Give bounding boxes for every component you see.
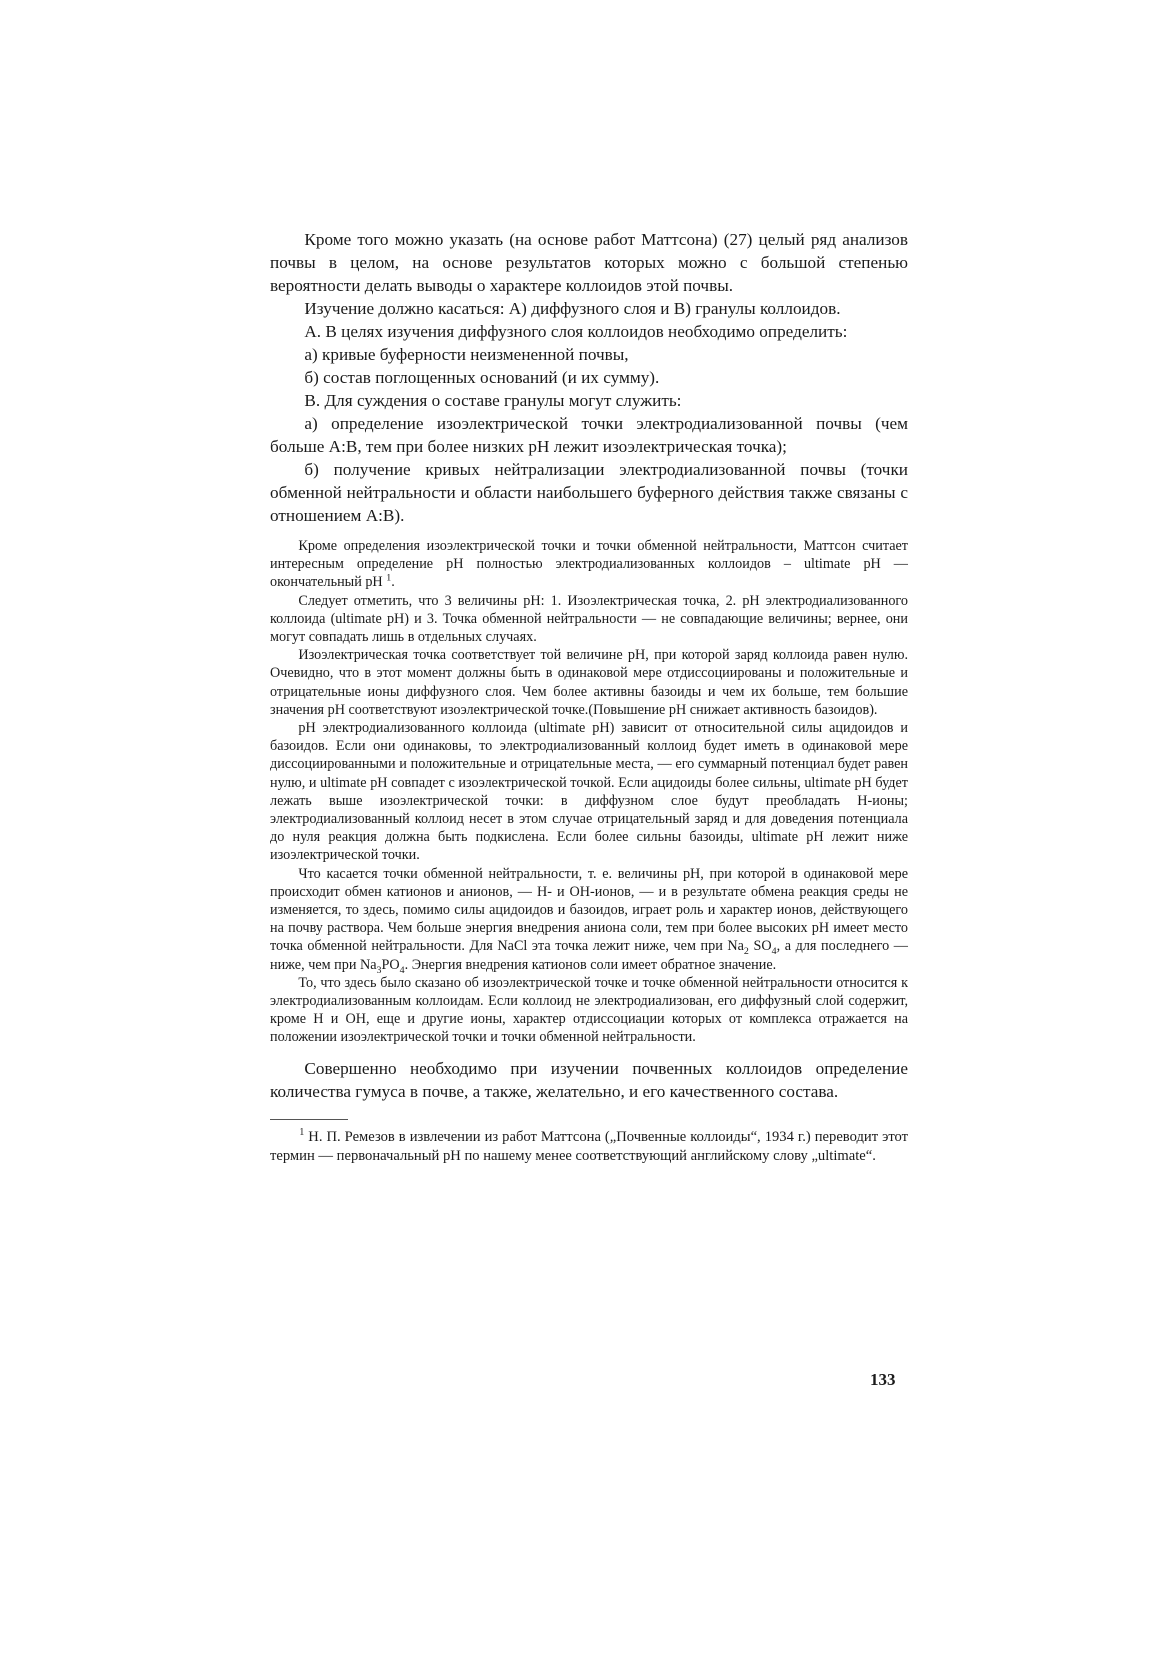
exchange-neutrality-text-a: Что касается точки обменной нейтральности, т. е. величины рН, при которой в одинаковой мере происходит обмен катионов и анионов, — Н- и ОН-ионов, — и в результате обмена реакция среды не изменяется, то здесь, помимо силы ацидоидов и базоидов, играет роль и характер ионов, действующего на почву раствора. Чем больше энергия внедрения аниона соли, тем при более высоких рН имеет место точка обменной нейтральности. Для NaCl эта точка лежит ниже, чем при bbox=[270, 865, 908, 955]
page-number: 133 bbox=[870, 1370, 896, 1389]
exchange-neutrality-text-b: , а для последнего — ниже, чем при bbox=[270, 938, 908, 973]
paragraph-section-a: А. В целях изучения диффузного слоя коллоидов необходимо определить: bbox=[304, 322, 848, 341]
formula-na2so4: $Na_2$ $SO_4$ bbox=[727, 938, 777, 958]
footnote-text: Н. П. Ремезов в извлечении из работ Маттсона („Почвенные коллоиды“, 1934 г.) переводит этот термин — первоначальный рН по нашему менее соответствующий английскому слову „ultimate“. bbox=[270, 1128, 908, 1164]
page-body bbox=[270, 228, 908, 1166]
paragraph-study-scope: Изучение должно касаться: А) диффузного слоя и В) гранулы коллоидов. bbox=[304, 299, 841, 318]
footnote-divider bbox=[270, 1119, 348, 1120]
paragraph-humus: Совершенно необходимо при изучении почвенных коллоидов определение количества гумуса в почве, а также, желательно, и его качественного состава. bbox=[270, 1058, 908, 1101]
small-paragraph-non-dialyzed: То, что здесь было сказано об изоэлектрической точке и точке обменной нейтральности относится к электродиализованным коллоидам. Если коллоид не электродиализован, его диффузный слой содержит, кроме Н и ОН, еще и другие ионы, характер отдиссоциации которых от комплекса отражается на положении изоэлектрической точки и точки обменной нейтральности. bbox=[270, 974, 908, 1046]
paragraph-intro: Кроме того можно указать (на основе работ Маттсона) (27) целый ряд анализов почвы в целом, на основе результатов которых можно с большой степенью вероятности делать выводы о характере коллоидов этой почвы. bbox=[270, 230, 908, 295]
small-paragraph-isoelectric-point: Изоэлектрическая точка соответствует той величине рН, при которой заряд коллоида равен нулю. Очевидно, что в этот момент должны быть в одинаковой мере отдиссоциированы и положительные и отрицательные ионы диффузного слоя. Чем более активны базоиды и чем их больше, тем большие значения рН соответствуют изоэлектрической точке.(Повышение рН снижает активность базоидов). bbox=[270, 647, 908, 718]
list-item-a-b: б) состав поглощенных оснований (и их сумму). bbox=[304, 368, 660, 387]
paragraph-section-b: В. Для суждения о составе гранулы могут служить: bbox=[304, 391, 682, 410]
small-paragraph-ultimate-ph bbox=[270, 537, 908, 592]
footnote-mark: 1 bbox=[299, 1126, 305, 1138]
exchange-neutrality-text-c: . Энергия внедрения катионов соли имеет обратное значение. bbox=[404, 956, 777, 973]
list-item-a-a: а) кривые буферности неизмененной почвы, bbox=[304, 345, 629, 364]
list-item-b-a: а) определение изоэлектрической точки электродиализованной почвы (чем больше А:В, тем при более низких рН лежит изоэлектрическая точка); bbox=[270, 414, 908, 456]
small-paragraph-three-values: Следует отметить, что 3 величины рН: 1. Изоэлектрическая точка, 2. рН электродиализованного коллоида (ultimate рН) и 3. Точка обменной нейтральности — не совпадающие величины; вернее, они могут совпадать лишь в отдельных случаях. bbox=[270, 592, 908, 646]
small-paragraph-exchange-neutrality bbox=[270, 865, 908, 974]
small-paragraph-electrodialyzed-ph: рН электродиализованного коллоида (ultimate рН) зависит от относительной силы ацидоидов и базоидов. Если они одинаковы, то электродиализованный коллоид будет иметь в одинаковой мере диссоциированными и положительные и отрицательные места, — его суммарный потенциал будет равен нулю, и ultimate рН совпадет с изоэлектрической точкой. Если ацидоиды более сильны, ultimate рН будет лежать выше изоэлектрической точки: в диффузном слое будут преобладать Н-ионы; электродиализованный коллоид несет в этом случае отрицательный заряд и для доведения потенциала до нуля реакция должна быть подкислена. Если более сильны базоиды, ultimate рН лежит ниже изоэлектрической точки. bbox=[270, 720, 908, 864]
list-item-b-b: б) получение кривых нейтрализации электродиализованной почвы (точки обменной нейтральности и области наибольшего буферного действия также связаны с отношением А:В). bbox=[270, 460, 908, 525]
small-paragraph-ultimate-ph-end: . bbox=[391, 574, 395, 591]
footnote-reference-mark: 1 bbox=[386, 572, 392, 584]
small-paragraph-ultimate-ph-text: Кроме определения изоэлектрической точки и точки обменной нейтральности, Маттсон считает интересным определение рН полностью электродиализованных коллоидов – ultimate рН — окончательный рН bbox=[270, 538, 908, 591]
formula-na3po4: $Na_3PO_4$ bbox=[359, 956, 405, 976]
footnote bbox=[270, 1128, 908, 1166]
